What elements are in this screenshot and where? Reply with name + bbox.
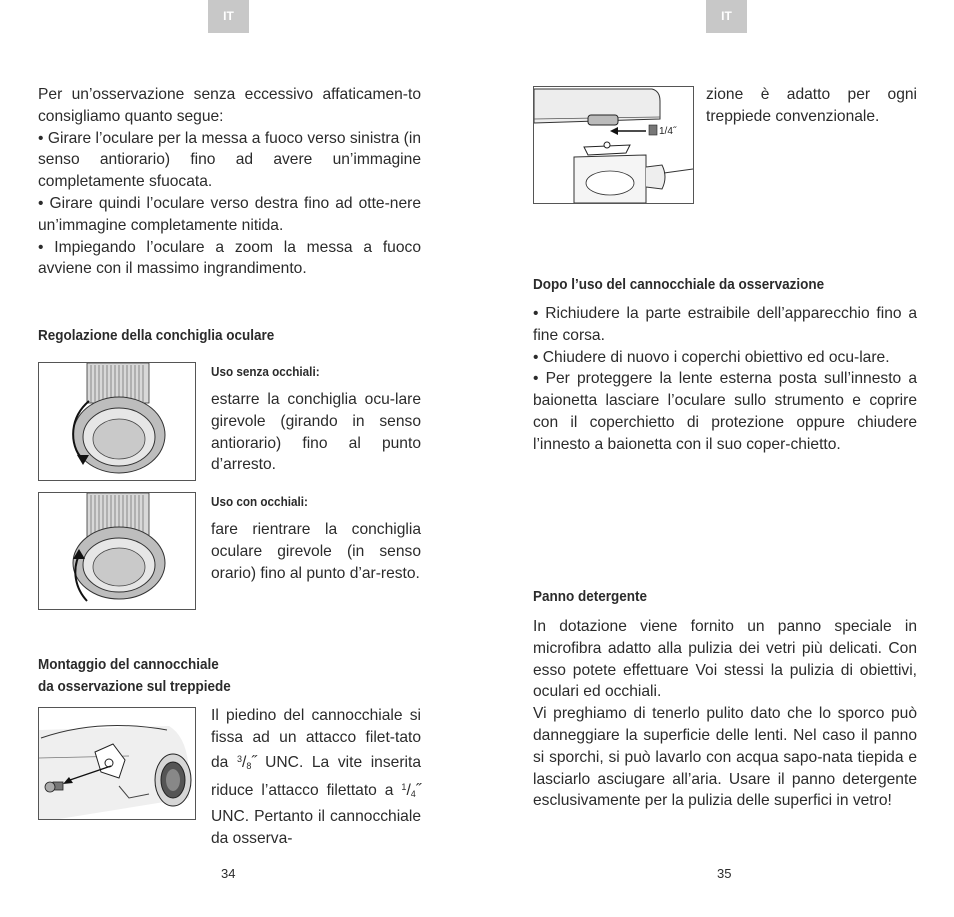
tripod-mount-illustration (39, 708, 195, 819)
thread-fraction-1-numerator: 3 (236, 753, 242, 764)
thread-fraction-2-numerator: 1 (401, 782, 407, 793)
tripod-text-continued: zione è adatto per ogni treppiede convenzionale. (706, 86, 917, 125)
tripod-heading-line-1: Montaggio del cannocchiale (38, 656, 219, 673)
cloth-paragraph-1: In dotazione viene fornito un panno speciale in microfibra adatto alla pulizia dei vetri più delicati. Con esso potete effettuare Voi stessi la pulizia di obiettivi, oculari ed occhiali. (533, 618, 917, 701)
eyecup-retract-illustration (39, 493, 195, 609)
eyecup-extend-illustration (39, 363, 195, 480)
tripod-text: Il piedino del cannocchiale si fissa ad un attacco filet-tato da $^3$/8˝ UNC. La vite inserita riduce l’attacco filettato a $^1$/4˝ UNC. Pertanto il cannocchiale da osserva- (211, 707, 421, 847)
intro-bullet-3: • Impiegando l’oculare a zoom la messa a fuoco avviene con il massimo ingrandimento. (38, 238, 421, 278)
intro-bullet-2: • Girare quindi l’oculare verso destra fino ad otte-nere un’immagine completamente nitida. (38, 194, 421, 234)
after-use-bullet-3: • Per proteggere la lente esterna posta sull’innesto a baionetta lasciare l’oculare sullo strumento e coprire con il coperchietto di protezione oppure chiudere l’innesto a baionetta con il suo coper-chietto. (533, 370, 917, 453)
tripod-adapter-illustration (534, 87, 693, 203)
tripod-mount-figure (38, 707, 196, 820)
with-glasses-text: fare rientrare la conchiglia oculare girevole (in senso orario) fino al punto d’ar-resto. (211, 521, 421, 582)
cloth-section (533, 616, 917, 812)
page-number-left: 34 (221, 866, 236, 881)
cloth-heading: Panno detergente (533, 588, 648, 605)
with-glasses-label: Uso con occhiali: (211, 494, 308, 509)
without-glasses-label: Uso senza occhiali: (211, 364, 320, 379)
tripod-text-part-c: ˝ UNC. Pertanto il cannocchiale da osserva- (211, 782, 421, 847)
after-use-bullet-1: • Richiudere la parte estraibile dell’apparecchio fino a fine corsa. (533, 305, 917, 344)
tripod-heading (38, 654, 416, 698)
tripod-text-part-a: Il piedino del cannocchiale si fissa ad un attacco filet-tato da (211, 707, 421, 771)
cloth-paragraph-2: Vi preghiamo di tenerlo pulito dato che lo sporco può danneggiare la superficie delle lenti. Nel caso il panno si sporchi, si può lavarlo con acqua sapo-nata tiepida e lasciarlo asciugare all’aria. Usare il panno detergente esclusivamente per la pulizia delle superfici in vetro! (533, 705, 917, 810)
after-use-bullet-2: • Chiudere di nuovo i coperchi obiettivo ed ocu-lare. (533, 348, 890, 366)
thread-fraction-1-denominator: 8 (246, 760, 252, 771)
intro-section (38, 84, 421, 280)
intro-bullet-1: • Girare l’oculare per la messa a fuoco verso sinistra (in senso antiorario) fino ad avere un’immagine completamente sfuocata. (38, 129, 421, 191)
after-use-heading: Dopo l’uso del cannocchiale da osservazione (533, 276, 825, 293)
intro-lead: Per un’osservazione senza eccessivo affaticamen-to consigliamo quanto segue: (38, 86, 421, 125)
page-number-right: 35 (717, 866, 732, 881)
tripod-heading-line-2: da osservazione sul treppiede (38, 677, 231, 695)
after-use-section (533, 303, 917, 456)
tripod-text-part-b: ˝ UNC. La vite inserita riduce l’attacco filettato a (211, 753, 421, 800)
tripod-adapter-figure (533, 86, 694, 204)
eyecup-retract-figure (38, 492, 196, 610)
thread-fraction-2-denominator: 4 (410, 789, 416, 800)
adapter-thread-label: 1/4˝ (659, 126, 677, 137)
without-glasses-text: estarre la conchiglia ocu-lare girevole (girando in senso antiorario) fino al punto d’arresto. (211, 391, 421, 474)
eyecup-heading: Regolazione della conchiglia oculare (38, 327, 275, 344)
eyecup-extend-figure (38, 362, 196, 481)
language-tab-right: IT (706, 0, 747, 33)
language-tab-left: IT (208, 0, 249, 33)
